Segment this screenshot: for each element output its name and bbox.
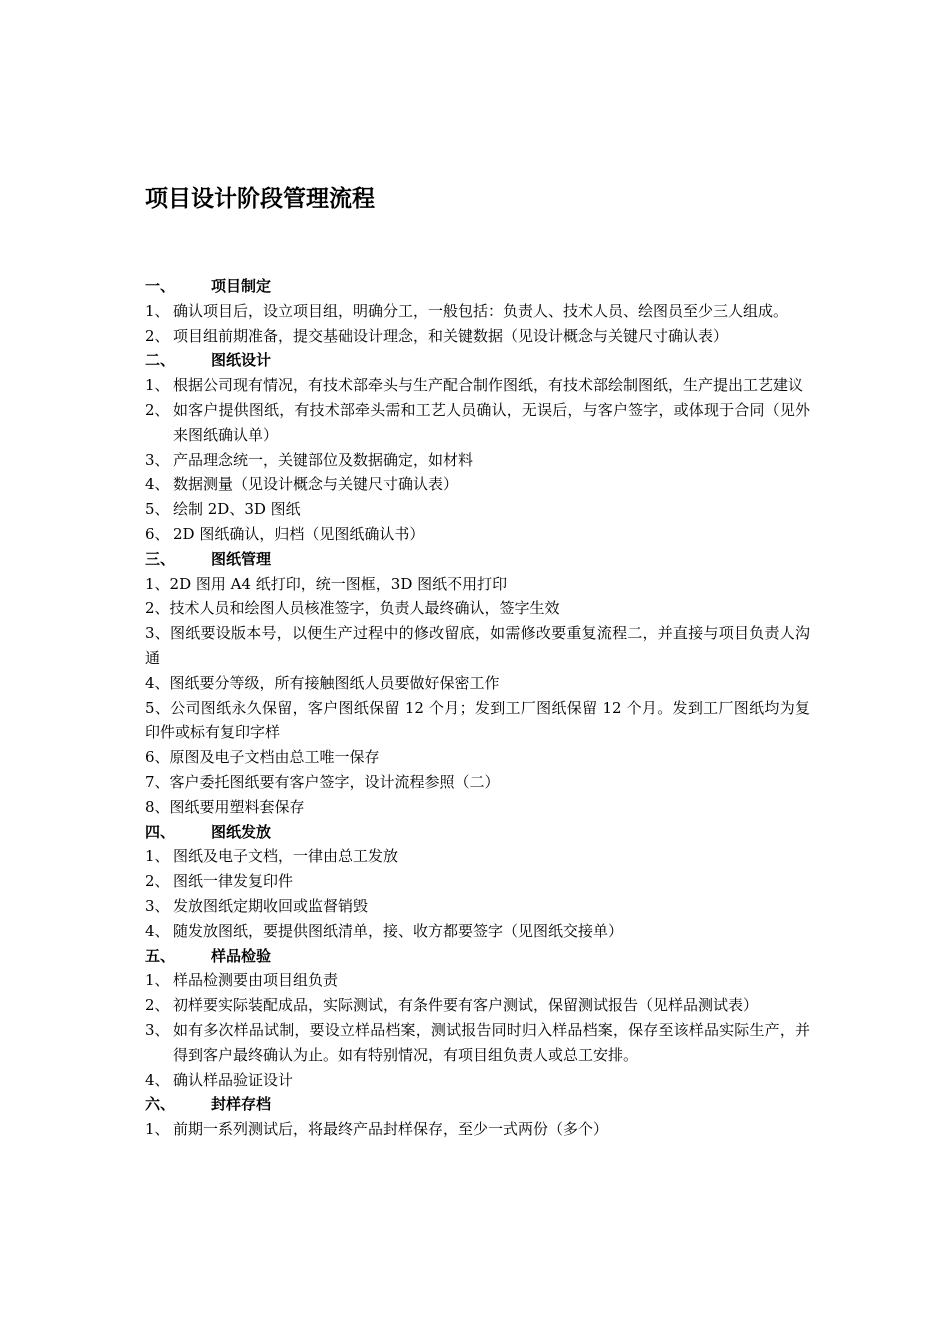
item-text: 根据公司现有情况，有技术部牵头与生产配合制作图纸，有技术部绘制图纸，生产提出工艺建议 [173,376,804,395]
list-item [145,869,810,894]
list-item [145,373,810,398]
item-text: 2D 图纸确认，归档（见图纸确认书） [173,524,425,543]
list-item [145,844,810,869]
document-title: 项目设计阶段管理流程 [145,186,375,212]
item-text: 数据测量（见设计概念与关键尺寸确认表） [173,475,459,494]
item-text: 前期一系列测试后，将最终产品封样保存，至少一式两份（多个） [173,1120,609,1139]
list-item [145,1068,810,1093]
list-item [145,968,810,993]
item-text: 图纸及电子文档，一律由总工发放 [173,847,399,866]
item-number: 1、 [145,971,170,990]
list-item [145,324,810,349]
section-heading [145,348,810,373]
item-number: 5、 [145,500,170,519]
section-title: 图纸管理 [211,549,272,568]
list-item: 6、原图及电子文档由总工唯一保存 [145,748,380,767]
item-number: 2、 [145,996,170,1015]
item-text: 如有多次样品试制，要设立样品档案，测试报告同时归入样品档案，保存至该样品实际生产，并得到客户最终确认为止。如有特别情况，有项目组负责人或总工安排。 [173,1020,810,1064]
list-item [145,894,810,919]
section-title: 项目制定 [211,277,272,295]
list-item: 7、客户委托图纸要有客户签字，设计流程参照（二） [145,772,500,791]
section-number: 一、 [145,277,176,295]
item-number: 6、 [145,524,170,543]
item-number: 1、 [145,1120,170,1139]
item-number: 1、 [145,847,170,866]
item-text: 样品检测要由项目组负责 [173,971,339,990]
section-heading [145,944,810,969]
section-number: 三、 [145,549,176,568]
section-title: 图纸设计 [211,351,272,370]
list-item [145,919,810,944]
section-number: 五、 [145,946,176,965]
list-item [145,1117,810,1142]
section-number: 二、 [145,351,176,370]
section-title: 图纸发放 [211,822,272,841]
list-item: 3、图纸要设版本号，以便生产过程中的修改留底，如需修改要重复流程二，并直接与项目负责人沟通 [145,624,810,667]
list-item [145,472,810,497]
section-heading [145,1092,810,1117]
list-item [145,1018,810,1068]
list-item [145,398,810,448]
section-number: 四、 [145,822,176,841]
item-text: 发放图纸定期收回或监督销毁 [173,896,369,915]
item-number: 4、 [145,1070,170,1089]
section-heading [145,274,810,299]
list-item: 8、图纸要用塑料套保存 [145,797,305,816]
item-text: 绘制 2D、3D 图纸 [173,500,301,519]
item-number: 2、 [145,872,170,891]
item-number: 2、 [145,400,170,419]
item-text: 图纸一律发复印件 [173,872,294,891]
item-number: 3、 [145,1020,170,1039]
item-text: 随发放图纸，要提供图纸清单，接、收方都要签字（见图纸交接单） [173,921,624,940]
section-title: 封样存档 [211,1095,272,1114]
list-item [145,522,810,547]
item-text: 初样要实际装配成品，实际测试，有条件要有客户测试，保留测试报告（见样品测试表） [173,996,759,1015]
list-item [145,448,810,473]
item-number: 4、 [145,475,170,494]
section-number: 六、 [145,1095,176,1114]
item-number: 3、 [145,896,170,915]
item-text: 确认项目后，设立项目组，明确分工，一般包括：负责人、技术人员、绘图员至少三人组成。 [173,301,789,320]
section-title: 样品检验 [211,946,272,965]
list-item: 4、图纸要分等级，所有接触图纸人员要做好保密工作 [145,673,500,692]
list-item [145,993,810,1018]
item-number: 2、 [145,326,170,345]
section-heading [145,820,810,845]
item-text: 确认样品验证设计 [173,1070,294,1089]
document-body [145,274,810,1142]
item-number: 3、 [145,450,170,469]
section-heading [145,547,810,572]
item-text: 产品理念统一，关键部位及数据确定，如材料 [173,450,474,469]
item-number: 1、 [145,301,170,320]
item-text: 项目组前期准备，提交基础设计理念，和关键数据（见设计概念与关键尺寸确认表） [173,326,729,345]
list-item [145,299,810,324]
list-item: 1、2D 图用 A4 纸打印，统一图框，3D 图纸不用打印 [145,574,508,593]
list-item [145,497,810,522]
list-item: 2、技术人员和绘图人员核准签字，负责人最终确认，签字生效 [145,599,560,618]
item-number: 4、 [145,921,170,940]
item-number: 1、 [145,376,170,395]
list-item: 5、公司图纸永久保留，客户图纸保留 12 个月；发到工厂图纸保留 12 个月。发到工厂图纸均为复印件或标有复印字样 [145,698,810,742]
item-text: 如客户提供图纸，有技术部牵头需和工艺人员确认，无误后，与客户签字，或体现于合同（见外来图纸确认单） [173,400,810,444]
